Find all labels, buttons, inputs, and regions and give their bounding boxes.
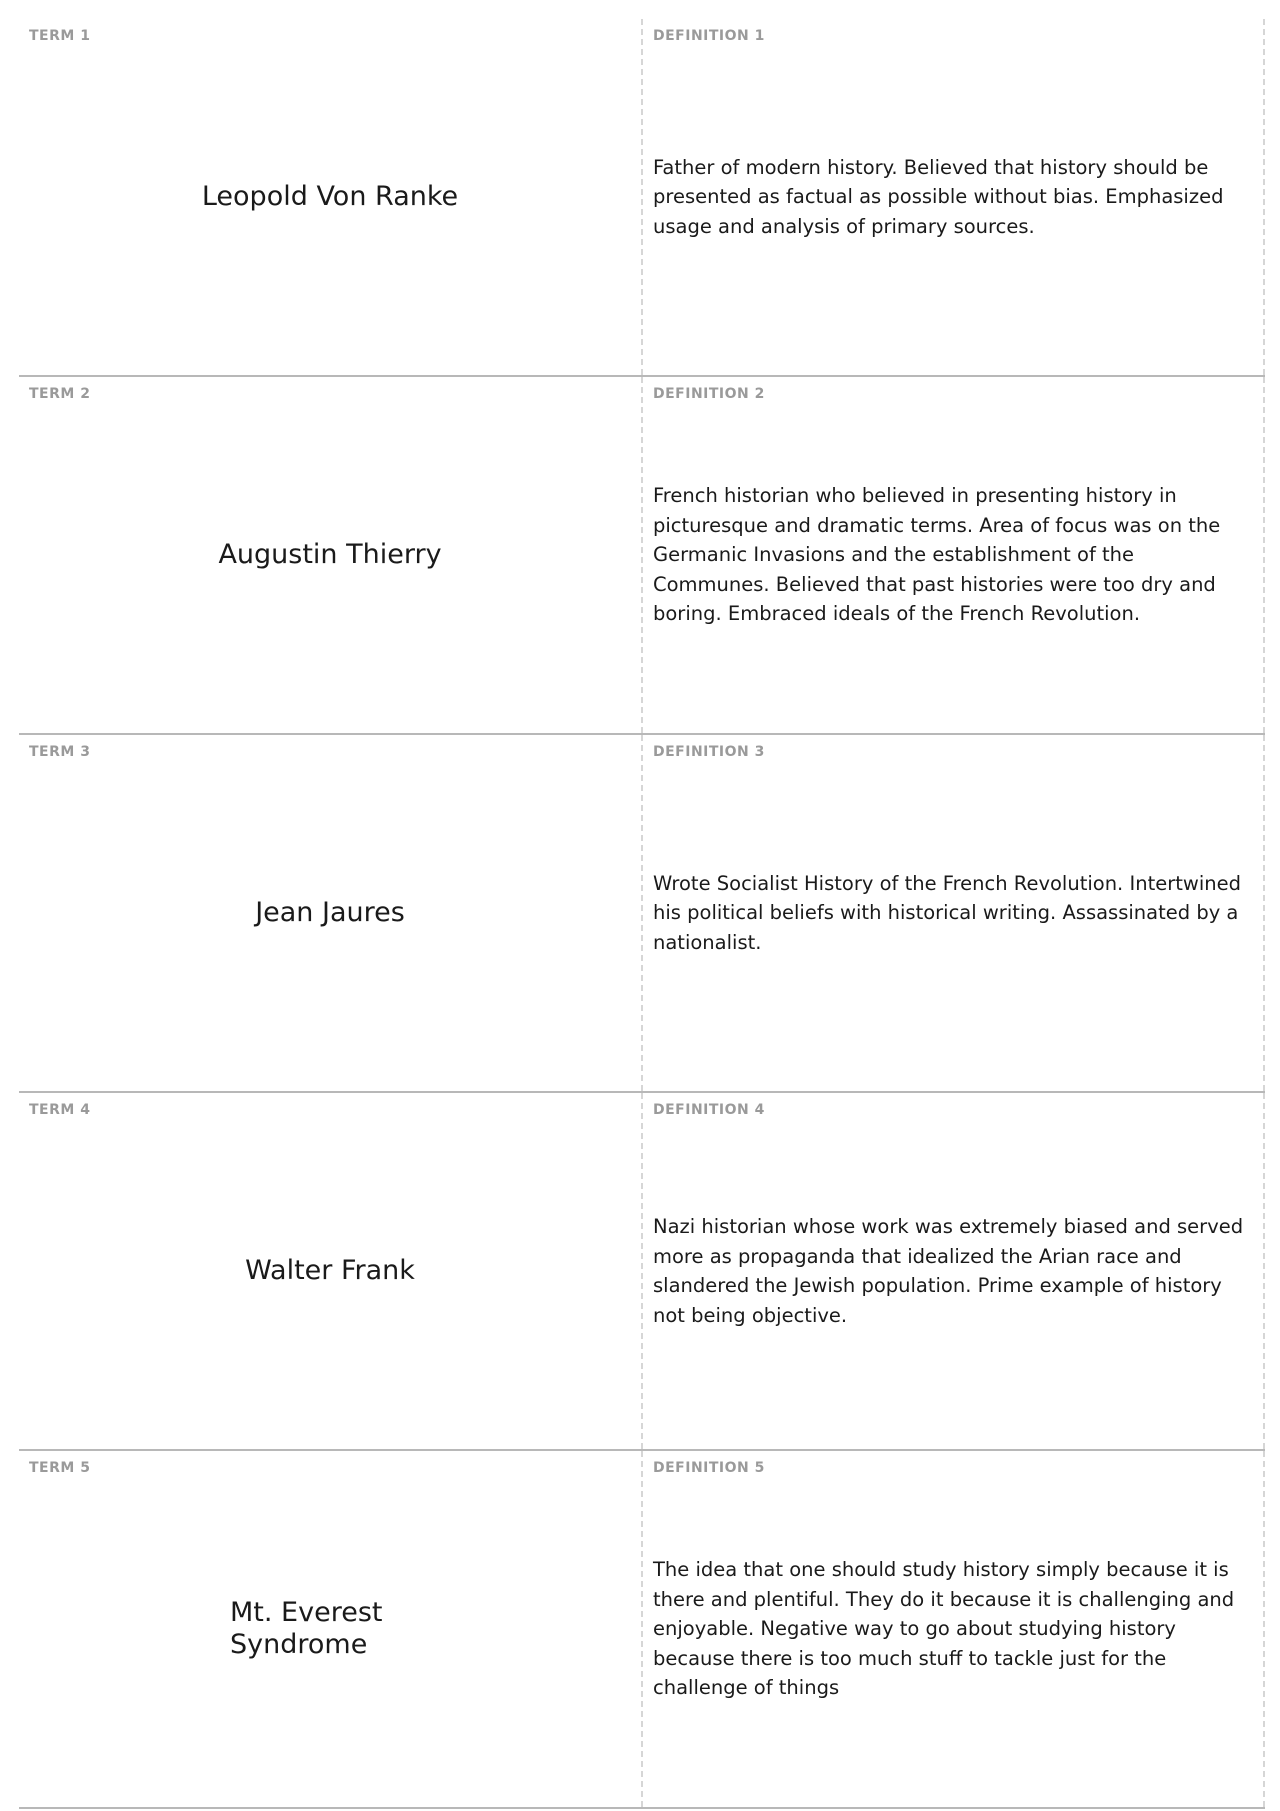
definition-cell bbox=[643, 1093, 1265, 1449]
term-value: Mt. Everest Syndrome bbox=[230, 1597, 383, 1660]
term-cell bbox=[19, 1451, 643, 1807]
definition-value: The idea that one should study history simply because it is there and plentiful. They do it because it is challenging and enjoyable. Negative way to go about studying history because there is too much stuff to tackle just for the challenge of things bbox=[653, 1558, 1235, 1700]
term-label: TERM 4 bbox=[29, 1102, 91, 1118]
term-cell bbox=[19, 377, 643, 733]
definition-value: French historian who believed in presenting history in picturesque and dramatic terms. Area of focus was on the Germanic Invasions and the establishment of the Communes. Believed that past histories were too dry and boring. Embraced ideals of the French Revolution. bbox=[653, 484, 1221, 626]
card-row-4 bbox=[19, 1093, 1265, 1451]
definition-cell bbox=[643, 377, 1265, 733]
term-text bbox=[19, 1451, 641, 1807]
definition-text bbox=[653, 1451, 1255, 1807]
definition-value: Father of modern history. Believed that history should be presented as factual as possible without bias. Emphasized usage and analysis of primary sources. bbox=[653, 155, 1224, 238]
term-text bbox=[19, 1093, 641, 1449]
definition-label: DEFINITION 5 bbox=[653, 1460, 765, 1476]
term-label: TERM 1 bbox=[29, 28, 91, 44]
card-row-5 bbox=[19, 1451, 1265, 1809]
term-text bbox=[19, 377, 641, 733]
flashcard-sheet bbox=[19, 19, 1265, 1809]
definition-label: DEFINITION 3 bbox=[653, 744, 765, 760]
card-row-3 bbox=[19, 735, 1265, 1093]
definition-cell bbox=[643, 19, 1265, 375]
definition-text bbox=[653, 1093, 1255, 1449]
term-text bbox=[19, 735, 641, 1091]
term-cell bbox=[19, 1093, 643, 1449]
definition-label: DEFINITION 1 bbox=[653, 28, 765, 44]
term-value: Walter Frank bbox=[245, 1255, 415, 1286]
definition-label: DEFINITION 4 bbox=[653, 1102, 765, 1118]
definition-cell bbox=[643, 1451, 1265, 1807]
term-value: Leopold Von Ranke bbox=[201, 181, 459, 212]
term-value: Jean Jaures bbox=[255, 897, 405, 928]
definition-value: Nazi historian whose work was extremely biased and served more as propaganda that idealized the Arian race and slandered the Jewish population. Prime example of history not being objective. bbox=[653, 1215, 1244, 1327]
definition-value: Wrote Socialist History of the French Revolution. Intertwined his political beliefs with historical writing. Assassinated by a nationalist. bbox=[653, 871, 1241, 954]
definition-text bbox=[653, 377, 1255, 733]
term-label: TERM 5 bbox=[29, 1460, 91, 1476]
term-label: TERM 2 bbox=[29, 386, 91, 402]
definition-text bbox=[653, 735, 1255, 1091]
card-row-2 bbox=[19, 377, 1265, 735]
term-text bbox=[19, 19, 641, 375]
definition-text bbox=[653, 19, 1255, 375]
definition-label: DEFINITION 2 bbox=[653, 386, 765, 402]
term-cell bbox=[19, 19, 643, 375]
card-row-1 bbox=[19, 19, 1265, 377]
term-label: TERM 3 bbox=[29, 744, 91, 760]
term-cell bbox=[19, 735, 643, 1091]
definition-cell bbox=[643, 735, 1265, 1091]
term-value: Augustin Thierry bbox=[218, 539, 442, 570]
